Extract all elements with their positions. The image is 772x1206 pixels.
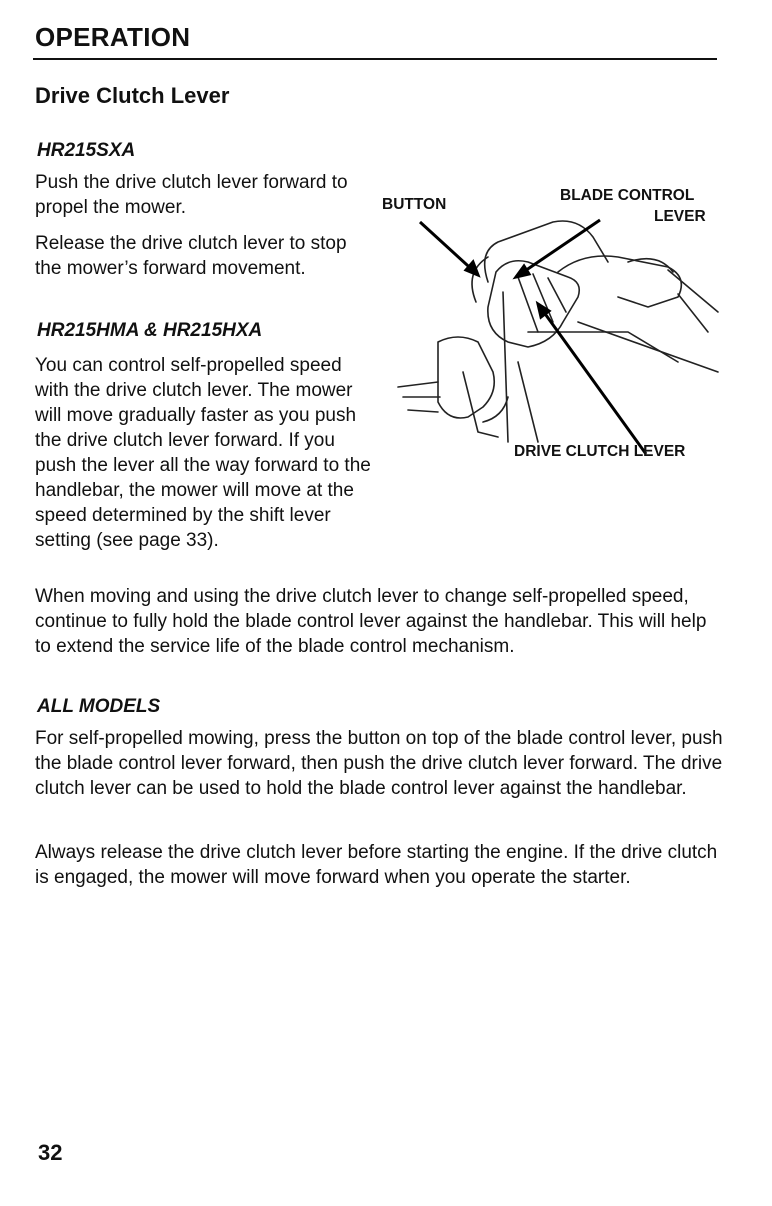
drive-clutch-label: DRIVE CLUTCH LEVER <box>514 443 686 460</box>
header-rule <box>33 58 717 60</box>
hma-hxa-paragraph-2: When moving and using the drive clutch lever to change self-propelled speed, continue to fully hold the blade control lever against the handlebar. This will help to extend the service life of the blade control mechanism. <box>35 586 707 657</box>
drive-clutch-illustration <box>378 182 723 472</box>
sxa-paragraph-1: Push the drive clutch lever forward to propel the mower. <box>35 172 348 218</box>
all-models-paragraph-1: For self-propelled mowing, press the button on top of the blade control lever, push the blade control lever forward, then push the drive clutch lever forward. The drive clutch lever can be used to hold the blade control lever against the handlebar. <box>35 728 723 799</box>
blade-control-label-line1: BLADE CONTROL <box>560 187 695 204</box>
subsection-title: Drive Clutch Lever <box>35 83 230 108</box>
all-models-paragraph-2: Always release the drive clutch lever before starting the engine. If the drive clutch is engaged, the mower will move forward when you operate the starter. <box>35 842 718 888</box>
button-label: BUTTON <box>382 196 447 213</box>
clutch-mechanism <box>438 337 494 418</box>
section-title: OPERATION <box>35 22 191 52</box>
blade-control-pointer <box>516 220 600 277</box>
model-heading-sxa: HR215SXA <box>37 140 136 161</box>
handlebar-frame <box>485 221 608 282</box>
page-number: 32 <box>38 1140 63 1165</box>
model-heading-hma-hxa: HR215HMA & HR215HXA <box>37 320 263 341</box>
hma-hxa-paragraph-1: You can control self-propelled speed with the drive clutch lever. The mower will move gradually faster as you push the drive clutch lever forward. If you push the lever all the way forward to the handlebar, the mower will move at the speed determined by the shift lever setting (see page 33). <box>35 355 371 551</box>
blade-control-label-line2: LEVER <box>654 208 706 225</box>
all-models-heading: ALL MODELS <box>37 696 161 717</box>
sxa-paragraph-2: Release the drive clutch lever to stop the mower’s forward movement. <box>35 233 347 279</box>
